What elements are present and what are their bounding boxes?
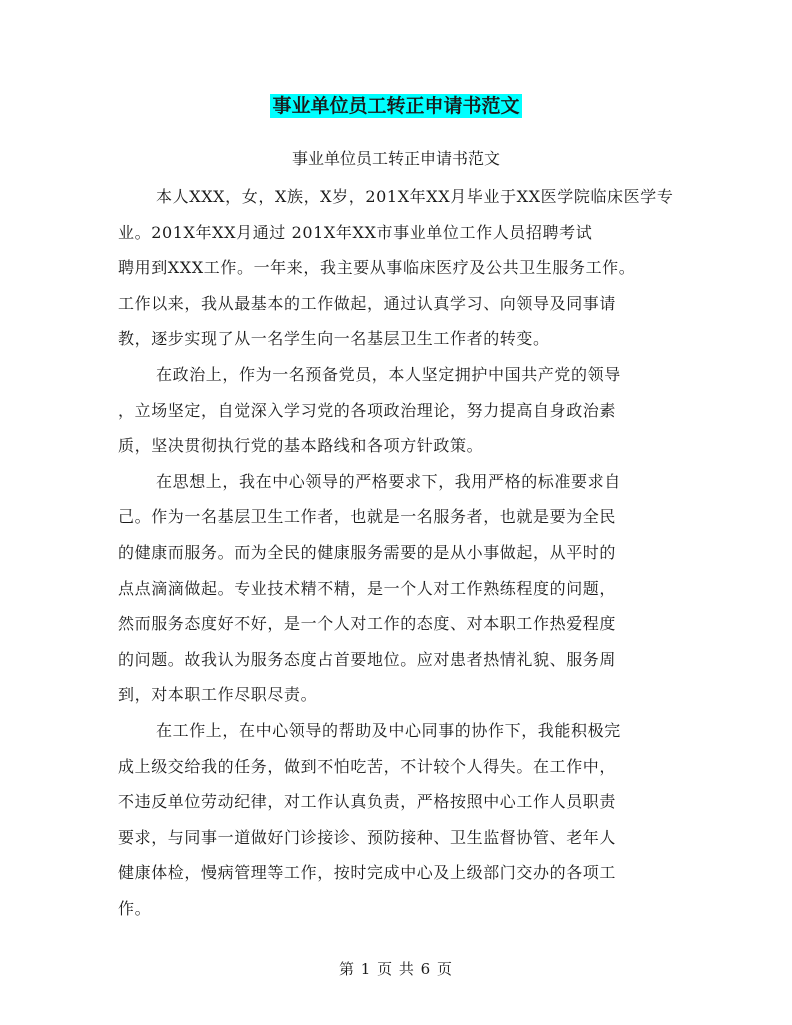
paragraph-line: 在政治上，作为一名预备党员，本人坚定拥护中国共产党的领导 — [156, 364, 621, 384]
paragraph-line: 工作以来，我从最基本的工作做起，通过认真学习、向领导及同事请 — [118, 293, 617, 313]
paragraph-line: 业。201X年XX月通过 201X年XX市事业单位工作人员招聘考试 — [118, 222, 593, 242]
document-subtitle: 事业单位员工转正申请书范文 — [291, 149, 500, 168]
paragraph-line: 作。 — [118, 898, 152, 918]
document-title — [0, 92, 792, 120]
paragraph-line: 聘用到XXX工作。一年来，我主要从事临床医疗及公共卫生服务工作。 — [118, 258, 636, 278]
paragraph-line: 在工作上，在中心领导的帮助及中心同事的协作下，我能积极完 — [156, 720, 621, 740]
paragraph-line: 成上级交给我的任务，做到不怕吃苦，不计较个人得失。在工作中， — [118, 756, 617, 776]
paragraph-line: 的问题。故我认为服务态度占首要地位。应对患者热情礼貌、服务周 — [118, 649, 617, 669]
paragraph-line: 到，对本职工作尽职尽责。 — [118, 685, 318, 705]
document-title-text: 事业单位员工转正申请书范文 — [272, 95, 520, 117]
paragraph-line: 本人XXX，女，X族，X岁，201X年XX月毕业于XX医学院临床医学专 — [156, 187, 674, 206]
paragraph-line: 要求，与同事一道做好门诊接诊、预防接种、卫生监督协管、老年人 — [118, 827, 617, 847]
paragraph-line: 教，逐步实现了从一名学生向一名基层卫生工作者的转变。 — [118, 329, 550, 349]
paragraph-line: 健康体检，慢病管理等工作，按时完成中心及上级部门交办的各项工 — [118, 863, 617, 883]
paragraph-line: 己。作为一名基层卫生工作者，也就是一名服务者，也就是要为全民 — [118, 507, 617, 527]
paragraph-line: ，立场坚定，自觉深入学习党的各项政治理论，努力提高自身政治素 — [118, 400, 617, 420]
paragraph-line: 质，坚决贯彻执行党的基本路线和各项方针政策。 — [118, 436, 484, 456]
document-body — [118, 179, 674, 926]
page-footer: 第 1 页 共 6 页 — [339, 960, 453, 978]
paragraph-line: 的健康而服务。而为全民的健康服务需要的是从小事做起，从平时的 — [118, 542, 617, 562]
paragraph-line: 然而服务态度好不好，是一个人对工作的态度、对本职工作热爱程度 — [118, 614, 617, 634]
paragraph-line: 点点滴滴做起。专业技术精不精，是一个人对工作熟练程度的问题， — [118, 578, 617, 598]
paragraph-line: 在思想上，我在中心领导的严格要求下，我用严格的标准要求自 — [156, 471, 621, 491]
paragraph-line: 不违反单位劳动纪律，对工作认真负责，严格按照中心工作人员职责 — [118, 792, 617, 812]
